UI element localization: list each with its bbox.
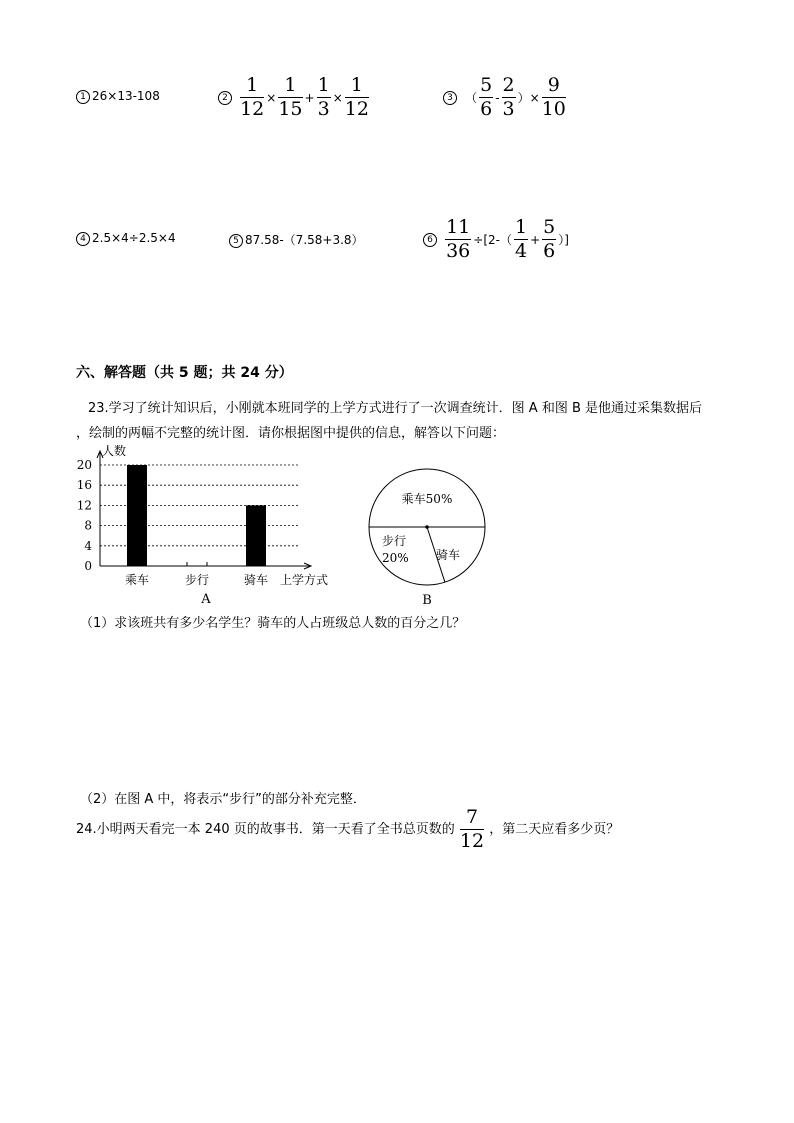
x-tick-label: 骑车 (243, 573, 269, 587)
circled-number: 1 (76, 90, 90, 104)
slice-label: 骑车 (435, 548, 461, 562)
y-tick-label: 0 (84, 559, 92, 573)
y-tick-label: 4 (84, 538, 92, 553)
pie-center (425, 525, 429, 529)
fraction: $\frac{1}{12}$ (344, 74, 369, 120)
fraction: $\frac{5}{6}$ (480, 74, 493, 120)
circled-number: 4 (76, 232, 90, 246)
fraction: $\frac{2}{3}$ (502, 74, 515, 120)
fraction: $\frac{1}{12}$ (240, 74, 265, 120)
calc-problem-2: 2 $\frac{1}{12}$ × $\frac{1}{15}$ + $\frac{1}{3}$ × $\frac{1}{12}$ (218, 76, 370, 119)
q23-line1: 23.学习了统计知识后，小刚就本班同学的上学方式进行了一次调查统计．图 A 和图 B 是他通过采集数据后 (88, 401, 703, 416)
calc-problem-4 (76, 231, 176, 246)
circled-number: 6 (423, 233, 437, 247)
calc-problem-5 (229, 231, 364, 248)
y-tick-label: 20 (76, 458, 92, 472)
q24 (76, 808, 619, 851)
circled-number: 5 (229, 234, 243, 248)
calc-problem-1 (76, 89, 160, 104)
pie-chart-b (360, 465, 500, 610)
section-title: 六、解答题（共 5 题；共 24 分） (76, 365, 293, 381)
bar-0 (127, 465, 147, 566)
fraction: $\frac{7}{12}$ (459, 806, 485, 852)
expression: 26×13-108 (92, 89, 160, 103)
fraction: $\frac{9}{10}$ (541, 74, 566, 120)
fraction: $\frac{11}{36}$ (446, 216, 471, 262)
chart-caption: A (201, 592, 211, 607)
slice-label: 乘车50% (401, 492, 453, 506)
slice-label: 步行 (382, 534, 407, 548)
x-axis-label: 上学方式 (280, 573, 329, 587)
circled-number: 2 (218, 91, 232, 105)
fraction: $\frac{5}{6}$ (543, 216, 556, 262)
fraction: $\frac{1}{15}$ (278, 74, 303, 120)
q23-sub2: （2）在图 A 中，将表示“步行”的部分补充完整． (80, 792, 366, 807)
slice-value: 20% (382, 551, 409, 565)
y-tick-label: 12 (76, 498, 92, 513)
q23-line2: ，绘制的两幅不完整的统计图．请你根据图中提供的信息，解答以下问题： (76, 426, 506, 441)
circled-number: 3 (443, 91, 457, 105)
q24-pre: 24.小明两天看完一本 240 页的故事书．第一天看了全书总页数的 (76, 822, 455, 837)
x-tick-label: 乘车 (124, 573, 150, 587)
calc-problem-6: 6 $\frac{11}{36}$ ÷[2-（ $\frac{1}{4}$ + $\frac{5}{6}$ ）] (423, 218, 570, 261)
fraction: $\frac{1}{4}$ (514, 216, 528, 262)
expression: 2.5×4÷2.5×4 (92, 231, 176, 245)
bar-2 (246, 505, 266, 566)
bar-chart-a (60, 440, 380, 610)
calc-problem-3: 3 （ $\frac{5}{6}$ - $\frac{2}{3}$ ）× $\frac{9}{10}$ (443, 76, 567, 119)
y-tick-label: 16 (76, 478, 92, 493)
fraction: $\frac{1}{3}$ (317, 74, 330, 120)
y-tick-label: 8 (84, 518, 92, 533)
y-axis-label: 人数 (102, 444, 127, 458)
x-tick-label: 步行 (184, 573, 210, 587)
q23-sub1: （1）求该班共有多少名学生？骑车的人占班级总人数的百分之几？ (80, 616, 466, 631)
q24-post: ，第二天应看多少页？ (489, 822, 620, 837)
chart-caption: B (422, 593, 432, 608)
expression: 87.58-（7.58+3.8） (245, 233, 364, 247)
